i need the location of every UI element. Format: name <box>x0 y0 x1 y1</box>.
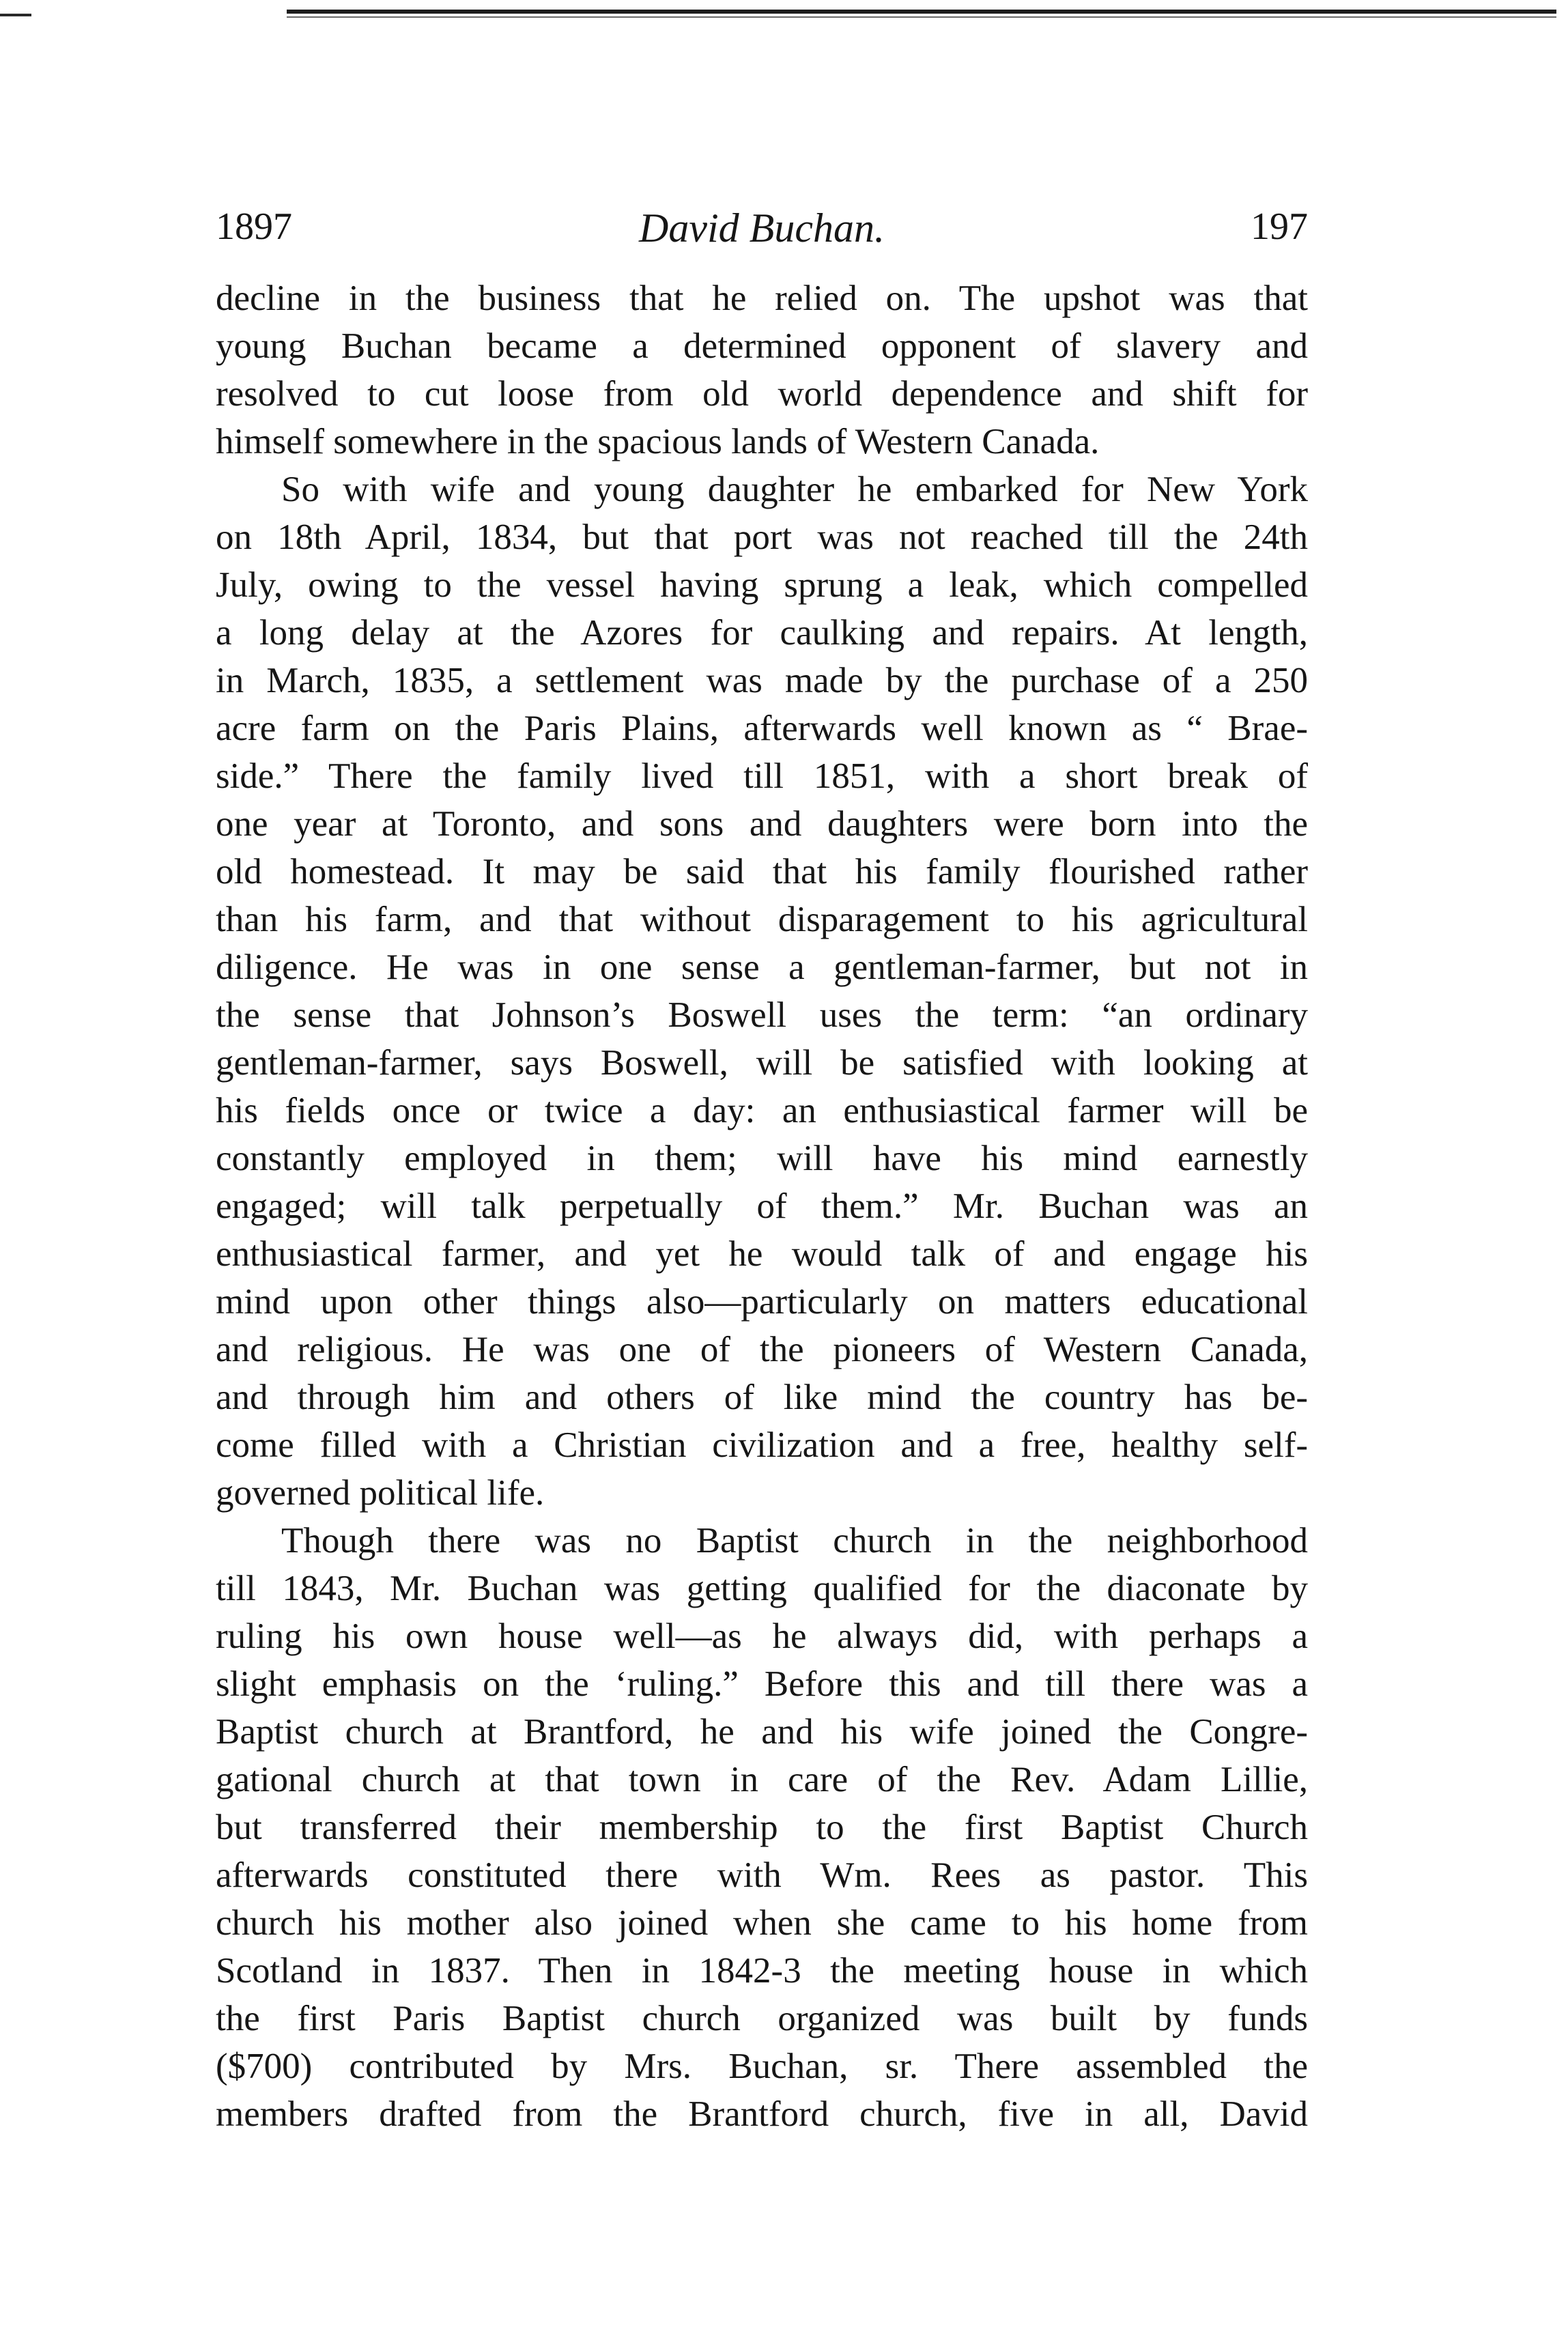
body-text <box>216 274 1308 2138</box>
text-line: in March, 1835, a settlement was made by the purchase of a 250 <box>216 661 1308 700</box>
text-line: gational church at that town in care of the Rev. Adam Lillie, <box>216 1760 1308 1799</box>
text-line: enthusiastical farmer, and yet he would talk of and engage his <box>216 1234 1308 1274</box>
text-line: his fields once or twice a day: an enthusiastical farmer will be <box>216 1091 1308 1130</box>
scan-top-rule <box>287 10 1556 14</box>
text-line: till 1843, Mr. Buchan was getting qualified for the diaconate by <box>216 1569 1308 1608</box>
text-line: diligence. He was in one sense a gentleman-farmer, but not in <box>216 947 1308 987</box>
text-line: Baptist church at Brantford, he and his wife joined the Congre- <box>216 1712 1308 1752</box>
text-line: gentleman-farmer, says Boswell, will be satisfied with looking at <box>216 1043 1308 1083</box>
text-line: side.” There the family lived till 1851, with a short break of <box>216 756 1308 796</box>
text-line: So with wife and young daughter he embarked for New York <box>281 470 1308 509</box>
text-line: governed political life. <box>216 1473 545 1513</box>
text-line: ruling his own house well—as he always did, with perhaps a <box>216 1616 1308 1656</box>
text-line: resolved to cut loose from old world dependence and shift for <box>216 374 1308 414</box>
text-line: on 18th April, 1834, but that port was not reached till the 24th <box>216 517 1308 557</box>
text-line: and religious. He was one of the pioneers of Western Canada, <box>216 1330 1308 1369</box>
text-line: and through him and others of like mind the country has be- <box>216 1378 1308 1417</box>
page-number: 197 <box>1251 205 1308 248</box>
running-title: David Buchan. <box>639 205 885 251</box>
text-line: but transferred their membership to the first Baptist Church <box>216 1808 1308 1847</box>
text-line: acre farm on the Paris Plains, afterwards well known as “ Brae- <box>216 709 1308 748</box>
text-line: old homestead. It may be said that his family flourished rather <box>216 852 1308 892</box>
text-line: come filled with a Christian civilization and a free, healthy self- <box>216 1425 1308 1465</box>
text-line: a long delay at the Azores for caulking and repairs. At length, <box>216 613 1308 653</box>
page-header <box>216 205 1308 266</box>
text-line: than his farm, and that without disparagement to his agricultural <box>216 900 1308 939</box>
text-line: the first Paris Baptist church organized was built by funds <box>216 1999 1308 2038</box>
text-line: himself somewhere in the spacious lands of Western Canada. <box>216 422 1100 461</box>
text-line: engaged; will talk perpetually of them.” Mr. Buchan was an <box>216 1186 1308 1226</box>
text-line: members drafted from the Brantford church, five in all, David <box>216 2094 1308 2134</box>
text-line: one year at Toronto, and sons and daughters were born into the <box>216 804 1308 844</box>
header-year: 1897 <box>216 205 292 248</box>
text-line: constantly employed in them; will have his mind earnestly <box>216 1139 1308 1178</box>
text-line: slight emphasis on the ‘ruling.” Before this and till there was a <box>216 1664 1308 1704</box>
text-line: afterwards constituted there with Wm. Rees as pastor. This <box>216 1855 1308 1895</box>
text-line: ($700) contributed by Mrs. Buchan, sr. There assembled the <box>216 2047 1308 2086</box>
text-line: July, owing to the vessel having sprung a leak, which compelled <box>216 565 1308 605</box>
text-line: church his mother also joined when she came to his home from <box>216 1903 1308 1943</box>
scan-top-rule-thin <box>287 16 1556 18</box>
text-line: the sense that Johnson’s Boswell uses the term: “an ordinary <box>216 995 1308 1035</box>
text-line: Scotland in 1837. Then in 1842-3 the meeting house in which <box>216 1951 1308 1991</box>
text-line: mind upon other things also—particularly on matters educational <box>216 1282 1308 1322</box>
text-line: young Buchan became a determined opponent of slavery and <box>216 326 1308 366</box>
scan-edge-mark <box>0 14 31 16</box>
text-line: decline in the business that he relied on. The upshot was that <box>216 279 1308 318</box>
text-line: Though there was no Baptist church in the neighborhood <box>281 1521 1308 1561</box>
